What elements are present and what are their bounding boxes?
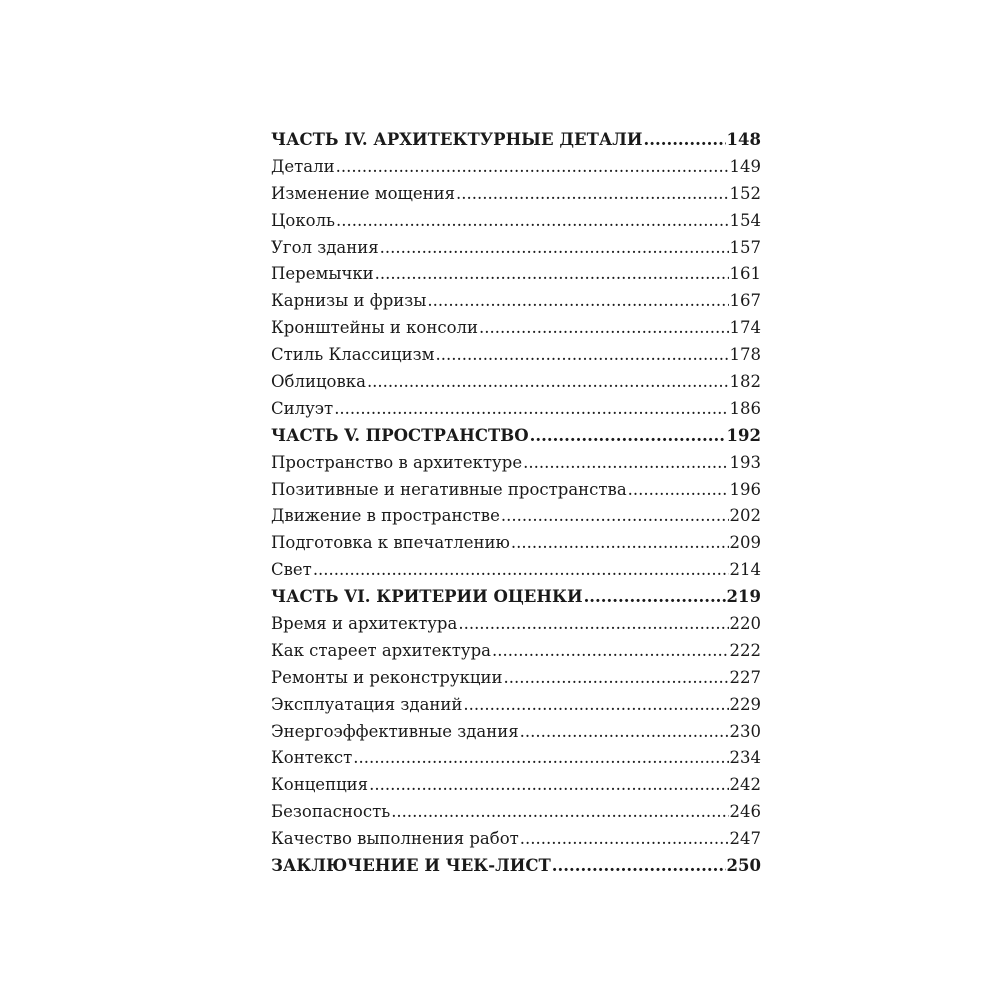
toc-entry	[271, 288, 761, 315]
dot-leader	[552, 853, 726, 880]
toc-entry	[271, 799, 761, 826]
dot-leader	[391, 799, 728, 826]
toc-part-heading	[271, 127, 761, 154]
dot-leader	[313, 557, 729, 584]
toc-entry-title: Время и архитектура	[271, 614, 458, 634]
toc-entry-page-number: 149	[729, 156, 761, 176]
toc-entry	[271, 745, 761, 772]
toc-entry	[271, 692, 761, 719]
toc-entry	[271, 315, 761, 342]
toc-entry-page-number: 242	[729, 775, 761, 795]
toc-entry	[271, 261, 761, 288]
dot-leader	[427, 288, 728, 315]
toc-entry-page-number: 192	[726, 425, 761, 445]
toc-entry	[271, 396, 761, 423]
dot-leader	[643, 127, 725, 154]
toc-entry-page-number: 230	[729, 721, 761, 741]
toc-entry-title: Энергоэффективные здания	[271, 721, 519, 741]
toc-entry-title: Контекст	[271, 748, 353, 768]
dot-leader	[520, 719, 729, 746]
dot-leader	[435, 342, 728, 369]
toc-entry-page-number: 227	[729, 667, 761, 687]
toc-entry	[271, 450, 761, 477]
dot-leader	[353, 745, 728, 772]
toc-entry-title: Цоколь	[271, 210, 336, 230]
dot-leader	[380, 235, 729, 262]
dot-leader	[628, 477, 729, 504]
toc-entry-page-number: 196	[729, 479, 761, 499]
toc-entry-page-number: 152	[729, 183, 761, 203]
toc-entry	[271, 342, 761, 369]
dot-leader	[479, 315, 728, 342]
toc-entry-title: Пространство в архитектуре	[271, 452, 523, 472]
toc-entry-page-number: 234	[729, 748, 761, 768]
dot-leader	[456, 181, 728, 208]
toc-entry-page-number: 209	[729, 533, 761, 553]
toc-entry-page-number: 167	[729, 291, 761, 311]
toc-entry-title: Угол здания	[271, 237, 379, 257]
dot-leader	[584, 584, 726, 611]
toc-entry-title: Качество выполнения работ	[271, 829, 519, 849]
toc-entry-title: Облицовка	[271, 372, 366, 392]
dot-leader	[336, 208, 728, 235]
toc-entry-title: Кронштейны и консоли	[271, 318, 479, 338]
toc-entry-page-number: 214	[729, 560, 761, 580]
toc-entry	[271, 477, 761, 504]
toc-entry	[271, 530, 761, 557]
toc-part-heading	[271, 423, 761, 450]
toc-entry	[271, 638, 761, 665]
toc-entry-title: Силуэт	[271, 398, 334, 418]
toc-entry-title: Изменение мощения	[271, 183, 456, 203]
toc-entry-page-number: 246	[729, 802, 761, 822]
toc-entry-title: Как стареет архитектура	[271, 640, 491, 660]
dot-leader	[367, 369, 729, 396]
dot-leader	[369, 772, 728, 799]
toc-entry-title: Стиль Классицизм	[271, 345, 435, 365]
dot-leader	[523, 450, 728, 477]
toc-entry-page-number: 229	[729, 694, 761, 714]
toc-entry	[271, 557, 761, 584]
toc-entry-title: Ремонты и реконструкции	[271, 667, 503, 687]
toc-entry-page-number: 220	[729, 614, 761, 634]
dot-leader	[334, 396, 728, 423]
toc-entry-title: Свет	[271, 560, 312, 580]
dot-leader	[492, 638, 729, 665]
toc-entry-title: Карнизы и фризы	[271, 291, 427, 311]
toc-entry-title: Концепция	[271, 775, 369, 795]
toc-entry-page-number: 219	[726, 587, 761, 607]
toc-entry	[271, 181, 761, 208]
toc-entry	[271, 772, 761, 799]
toc-entry-page-number: 250	[726, 856, 761, 876]
toc-entry	[271, 369, 761, 396]
dot-leader	[530, 423, 726, 450]
toc-entry-title: Перемычки	[271, 264, 374, 284]
dot-leader	[458, 611, 728, 638]
toc-entry-page-number: 247	[729, 829, 761, 849]
toc-entry-page-number: 182	[729, 372, 761, 392]
toc-entry-page-number: 222	[729, 640, 761, 660]
toc-entry-title: Эксплуатация зданий	[271, 694, 463, 714]
toc-entry-title: Безопасность	[271, 802, 391, 822]
toc-entry	[271, 611, 761, 638]
toc-entry-title: Позитивные и негативные пространства	[271, 479, 627, 499]
toc-entry-page-number: 174	[729, 318, 761, 338]
dot-leader	[501, 503, 729, 530]
toc-entry	[271, 235, 761, 262]
toc-entry	[271, 154, 761, 181]
toc-entry	[271, 208, 761, 235]
dot-leader	[375, 261, 729, 288]
toc-entry-title: ЗАКЛЮЧЕНИЕ И ЧЕК-ЛИСТ	[271, 856, 551, 876]
toc-entry-page-number: 178	[729, 345, 761, 365]
toc-entry-title: Подготовка к впечатлению	[271, 533, 510, 553]
dot-leader	[463, 692, 728, 719]
toc-entry-title: Движение в пространстве	[271, 506, 500, 526]
dot-leader	[520, 826, 729, 853]
dot-leader	[336, 154, 729, 181]
toc-entry-page-number: 157	[729, 237, 761, 257]
toc-entry	[271, 826, 761, 853]
toc-part-heading	[271, 853, 761, 880]
dot-leader	[511, 530, 729, 557]
toc-entry	[271, 665, 761, 692]
toc-entry	[271, 503, 761, 530]
toc-entry-title: ЧАСТЬ VI. КРИТЕРИИ ОЦЕНКИ	[271, 587, 583, 607]
toc-entry-page-number: 193	[729, 452, 761, 472]
toc-entry-page-number: 148	[726, 130, 761, 149]
toc-entry-title: ЧАСТЬ V. ПРОСТРАНСТВО	[271, 425, 529, 445]
toc-entry-title: Детали	[271, 156, 335, 176]
toc-entry-title: ЧАСТЬ IV. АРХИТЕКТУРНЫЕ ДЕТАЛИ	[271, 130, 643, 149]
toc-part-heading	[271, 584, 761, 611]
toc-entry-page-number: 186	[729, 398, 761, 418]
toc-entry-page-number: 161	[729, 264, 761, 284]
toc-entry-page-number: 202	[729, 506, 761, 526]
dot-leader	[504, 665, 729, 692]
toc-entry-page-number: 154	[729, 210, 761, 230]
toc-entry	[271, 719, 761, 746]
table-of-contents	[271, 127, 761, 880]
